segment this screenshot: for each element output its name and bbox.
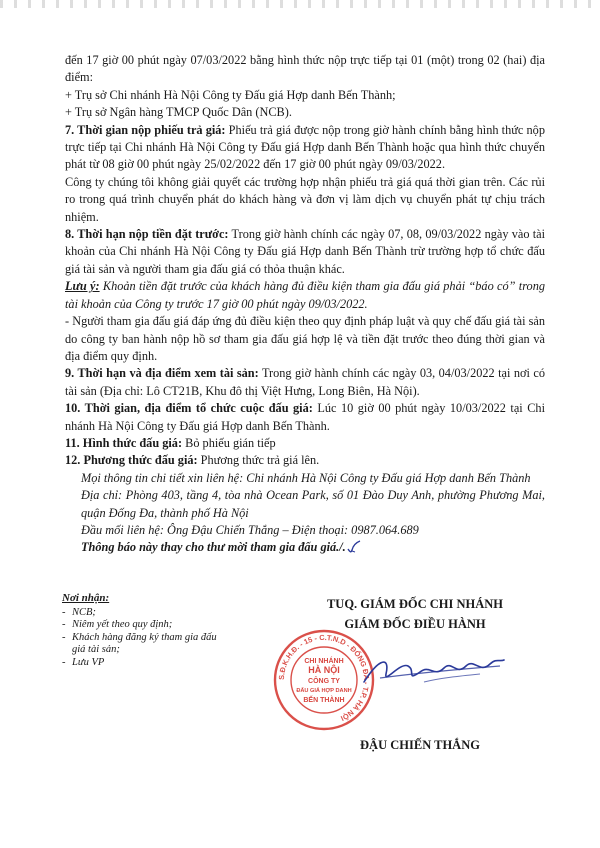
location-item-2: + Trụ sở Ngân hàng TMCP Quốc Dân (NCB). — [65, 105, 292, 120]
section-7 — [65, 122, 545, 174]
recipients-list — [62, 607, 222, 670]
recipient-item: - NCB; — [62, 607, 222, 620]
section-8-text: Trong giờ hành chính các ngày 07, 08, 09/03/2022 ngày vào tài khoản của Chi nhánh Hà Nội Công ty Đấu giá Hợp danh Bến Thành trừ trường hợp tổ chức đấu giá tài sản và người tham gia đấu giá có thỏa thuận khác. — [65, 227, 545, 276]
section-7-text: Phiếu trả giá được nộp trong giờ hành chính bằng hình thức nộp trực tiếp tại Chi nhánh Hà Nội Công ty Đấu giá Hợp danh Bến Thành hoặc qua hình thức chuyển phát từ 08 giờ 00 phút ngày 25/02/2022 đến 17 giờ 00 phút ngày 09/03/2022. — [65, 122, 545, 172]
deposit-note — [65, 278, 545, 313]
recipient-item: - Niêm yết theo quy định; — [62, 619, 222, 632]
contact-line-2: Địa chỉ: Phòng 403, tầng 4, tòa nhà Ocean Park, số 01 Đào Duy Anh, phường Phương Mai, quận Đống Đa, thành phố Hà Nội — [81, 488, 545, 520]
handwritten-signature — [360, 652, 510, 692]
section-8-title: 8. Thời hạn nộp tiền đặt trước: — [65, 227, 229, 242]
recipients-block — [62, 592, 222, 670]
location-item-1: + Trụ sở Chi nhánh Hà Nội Công ty Đấu giá Hợp danh Bến Thành; — [65, 87, 396, 102]
seal-line-1: CHI NHÁNH — [304, 658, 344, 665]
section-12-text: Phương thức trả giá lên. — [197, 453, 320, 468]
participant-condition: - Người tham gia đấu giá đáp ứng đủ điều kiện theo quy định pháp luật và quy chế đấu giá tài sản do công ty ban hành nộp hồ sơ tham gia đấu giá hợp lệ và tiền đặt trước theo đúng thời gian và địa điểm quy định. — [65, 314, 545, 363]
scan-top-edge — [0, 0, 600, 8]
section-10-text: Lúc 10 giờ 00 phút ngày 10/03/2022 tại Chi nhánh Hà Nội Công ty Đấu giá Hợp danh Bến Thành. — [65, 401, 545, 433]
section-11 — [65, 435, 545, 452]
section-11-title: 11. Hình thức đấu giá: — [65, 435, 183, 450]
closing-notice — [65, 539, 545, 556]
section-10 — [65, 400, 545, 435]
seal-line-3: CÔNG TY — [308, 678, 340, 685]
signature-line-2: GIÁM ĐỐC ĐIỀU HÀNH — [344, 617, 486, 631]
closing-notice-text: Thông báo này thay cho thư mời tham gia đấu giá./. — [81, 540, 346, 555]
seal-line-5: BẾN THÀNH — [303, 697, 345, 704]
signature-line-1: TUQ. GIÁM ĐỐC CHI NHÁNH — [326, 597, 504, 611]
section-7-title: 7. Thời gian nộp phiếu trả giá: — [65, 122, 226, 137]
seal-ring-text: S.Đ.K.H.Đ. - 15 - C.T.N.D - ĐỐNG ĐA - T.P. HÀ NỘI — [276, 632, 372, 723]
intro-continuation: đến 17 giờ 00 phút ngày 07/03/2022 bằng hình thức nộp trực tiếp tại 01 (một) trong 02 (hai) địa điểm: — [65, 53, 545, 85]
recipients-title: Nơi nhận: — [62, 592, 110, 604]
deposit-note-label: Lưu ý: — [65, 279, 100, 294]
section-9 — [65, 365, 545, 400]
signer-name: ĐẬU CHIẾN THẮNG — [360, 738, 480, 752]
document-body — [65, 52, 545, 557]
initial-mark-icon — [346, 540, 362, 554]
section-9-text: Trong giờ hành chính các ngày 03, 04/03/2022 tại nơi có tài sản (Địa chỉ: Lô CT21B, Khu đô thị Việt Hưng, Long Biên, Hà Nội). — [65, 366, 545, 398]
deposit-note-text: Khoản tiền đặt trước của khách hàng đủ điều kiện tham gia đấu giá phải “báo có” trong tài khoản của Công ty trước 17 giờ 00 phút ngày 09/03/2022. — [65, 279, 545, 311]
section-7-note: Công ty chúng tôi không giải quyết các trường hợp nhận phiếu trả giá quá thời gian trên. Các rủi ro trong quá trình chuyển phát do khách hàng và đơn vị làm dịch vụ chuyển phát tự chịu trách nhiệm. — [65, 174, 545, 224]
contact-line-3: Đầu mối liên hệ: Ông Đậu Chiến Thắng – Điện thoại: 0987.064.689 — [81, 522, 419, 537]
seal-line-2: HÀ NỘI — [308, 665, 340, 675]
section-8 — [65, 226, 545, 278]
section-10-title: 10. Thời gian, địa điểm tổ chức cuộc đấu giá: — [65, 401, 313, 416]
section-12-title: 12. Phương thức đấu giá: — [65, 453, 198, 468]
seal-line-4: ĐẤU GIÁ HỢP DANH — [296, 688, 352, 694]
recipient-item: - Lưu VP — [62, 657, 222, 670]
contact-line-1: Mọi thông tin chi tiết xin liên hệ: Chi nhánh Hà Nội Công ty Đấu giá Hợp danh Bến Thành — [81, 470, 531, 485]
contact-block — [65, 470, 545, 540]
section-9-title: 9. Thời hạn và địa điểm xem tài sản: — [65, 366, 259, 381]
recipient-item: - Khách hàng đăng ký tham gia đấu giá tài sản; — [62, 632, 222, 657]
section-11-text: Bỏ phiếu gián tiếp — [182, 435, 276, 450]
section-12 — [65, 452, 545, 469]
